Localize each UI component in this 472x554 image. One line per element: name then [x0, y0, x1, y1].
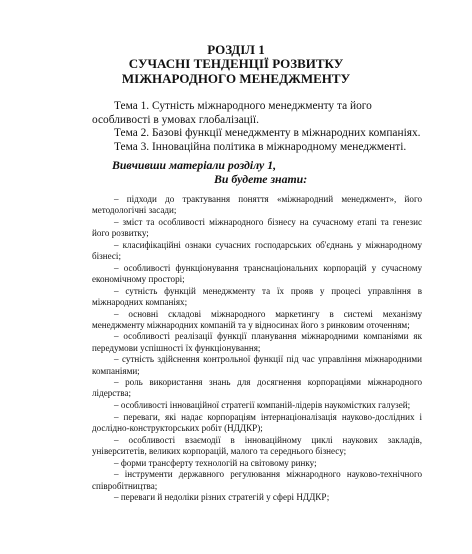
topic-item: Тема 1. Сутність міжнародного менеджменту та його особливості в умовах глобалізації. [92, 100, 372, 126]
list-item: – особливості взаємодії в інноваційному циклі наукових закладів, університетів, великих корпорацій, малого та середнього бізнесу; [92, 434, 422, 456]
list-item: – основні складові міжнародного маркетингу в системі механізму менеджменту міжнародних компаній та у відносинах його з ринковим оточенням; [92, 308, 422, 330]
section-title-line-1: СУЧАСНІ ТЕНДЕНЦІЇ РОЗВИТКУ [128, 56, 344, 71]
section-label: РОЗДІЛ 1 [207, 42, 265, 57]
list-item: – сутність здійснення контрольної функції під час управління міжнародними компаніями; [92, 354, 422, 376]
learning-outcomes-list [92, 194, 422, 504]
list-item: – сутність функцій менеджменту та їх прояв у процесі управління в міжнародних компаніях; [92, 285, 422, 307]
list-item: – особливості реалізації функції планування міжнародними компаніями як передумови успішності їх функціонування; [92, 331, 422, 353]
study-intro-line-1: Вивчивши матеріали розділу 1, [112, 158, 277, 172]
list-item: – форми трансферту технологій на світовому ринку; [114, 457, 317, 468]
list-item: – особливості інноваційної стратегії компаній-лідерів наукомістких галузей; [114, 400, 411, 411]
list-item: – переваги й недоліки різних стратегій у сфері НДДКР; [114, 492, 330, 503]
list-item: – роль використання знань для досягнення корпораціями міжнародного лідерства; [92, 377, 422, 399]
list-item: – особливості функціонування транснаціональних корпорацій у сучасному економічному просторі; [92, 262, 422, 284]
list-item: – переваги, які надає корпораціям інтернаціоналізація науково-дослідних і дослідно-конструкторських робіт (НДДКР); [92, 411, 422, 434]
list-item: – класифікаційні ознаки сучасних господарських об'єднань у міжнародному бізнесі; [92, 239, 422, 262]
section-title-line-2: МІЖНАРОДНОГО МЕНЕДЖМЕНТУ [121, 71, 351, 86]
study-intro [0, 158, 472, 186]
topic-item: Тема 2. Базові функції менеджменту в міжнародних компаніях. [114, 127, 421, 140]
section-title [0, 56, 472, 86]
topic-item: Тема 3. Інноваційна політика в міжнародному менеджменті. [114, 140, 407, 153]
list-item: – зміст та особливості міжнародного бізнесу на сучасному етапі та генезис його розвитку; [92, 216, 422, 239]
list-item: – підходи до трактування поняття «міжнародний менеджмент», його методологічні засади; [92, 194, 422, 216]
topics-list [92, 100, 422, 154]
list-item: – інструменти державного регулювання міжнародного науково-технічного співробітництва; [92, 469, 422, 491]
study-intro-line-2: Ви будете знати: [214, 172, 308, 186]
